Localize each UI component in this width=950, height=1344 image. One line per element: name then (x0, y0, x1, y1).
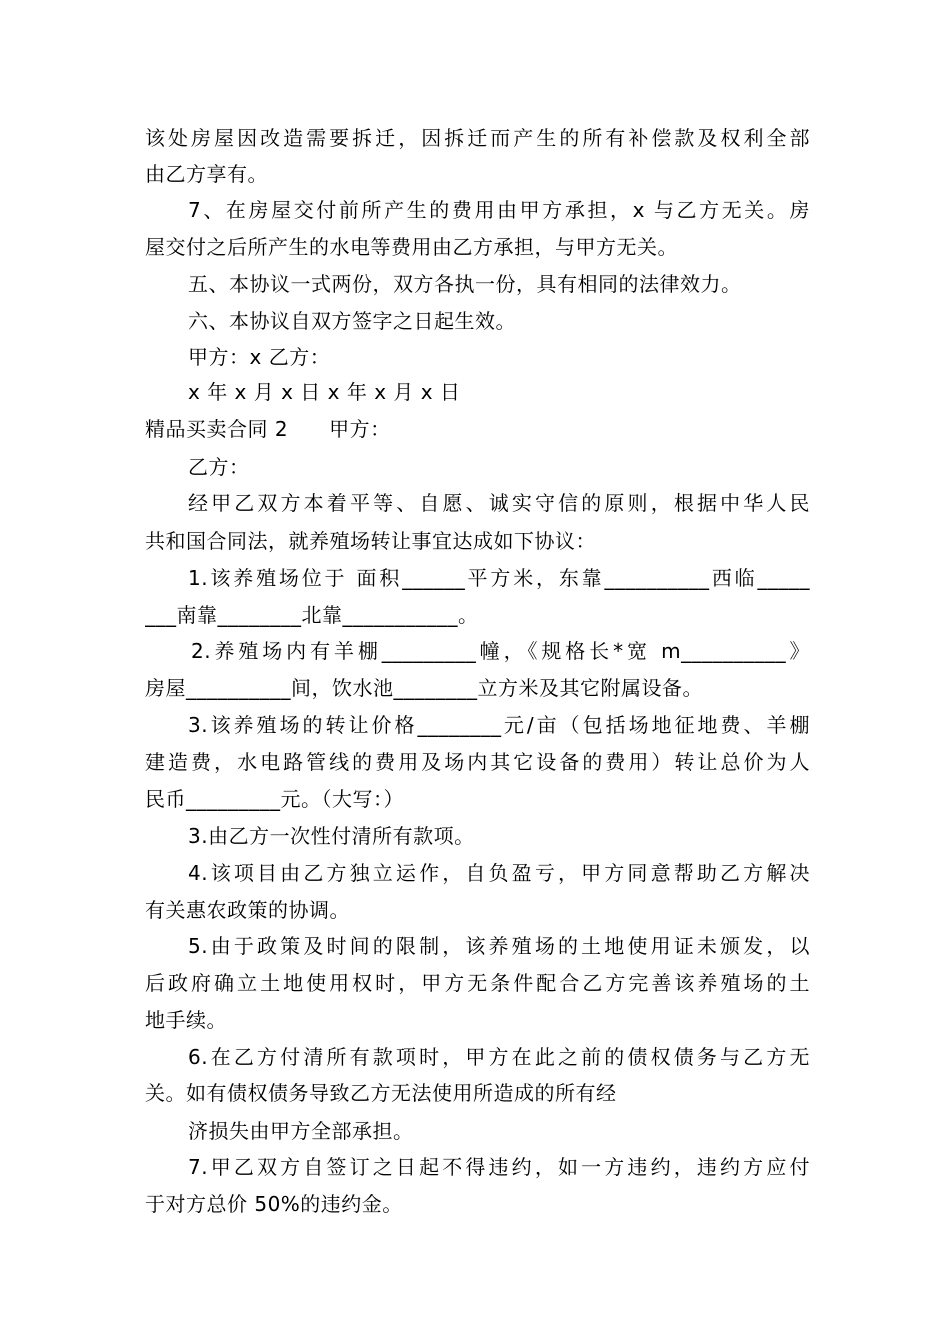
text-line: 经甲乙双方本着平等、自愿、诚实守信的原则，根据中华人民 (188, 491, 810, 515)
text-line: 甲方：x 乙方： (188, 345, 331, 369)
text-line: 由乙方享有。 (145, 162, 268, 186)
text-line: 建造费，水电路管线的费用及场内其它设备的费用）转让总价为人 (145, 750, 810, 774)
text-line: ___南靠________北靠___________。 (145, 603, 479, 627)
text-line: 后政府确立土地使用权时，甲方无条件配合乙方完善该养殖场的土 (145, 971, 810, 995)
text-line: 六、本协议自双方签字之日起生效。 (188, 309, 516, 333)
text-line: 济损失由甲方全部承担。 (188, 1119, 414, 1143)
text-line: 五、本协议一式两份，双方各执一份，具有相同的法律效力。 (188, 272, 742, 296)
text-line: 5.由于政策及时间的限制，该养殖场的土地使用证未颁发，以 (188, 934, 810, 958)
section-heading: 精品买卖合同 2 甲方： (145, 417, 391, 441)
text-line: 7.甲乙双方自签订之日起不得违约，如一方违约，违约方应付 (188, 1155, 810, 1179)
text-line: 有关惠农政策的协调。 (145, 898, 350, 922)
text-line: 关。如有债权债务导致乙方无法使用所造成的所有经 (145, 1081, 617, 1105)
text-line: 4.该项目由乙方独立运作，自负盈亏，甲方同意帮助乙方解决 (188, 861, 810, 885)
text-line: 3.由乙方一次性付清所有款项。 (188, 824, 475, 848)
text-line: 2.养殖场内有羊棚_________幢，《规格长*宽 m__________》 (191, 639, 810, 663)
text-line: 1.该养殖场位于 面积______平方米，东靠__________西临_____ (188, 566, 810, 590)
text-line: 民币_________元。（大写：） (145, 787, 404, 811)
text-line: 该处房屋因改造需要拆迁，因拆迁而产生的所有补偿款及权利全部 (145, 126, 810, 150)
text-line: 乙方： (188, 455, 250, 479)
text-line: 6.在乙方付清所有款项时，甲方在此之前的债权债务与乙方无 (188, 1045, 810, 1069)
text-line: 地手续。 (145, 1008, 227, 1032)
text-line: x 年 x 月 x 日 x 年 x 月 x 日 (188, 380, 461, 404)
text-line: 屋交付之后所产生的水电等费用由乙方承担，与甲方无关。 (145, 235, 678, 259)
text-line: 房屋__________间，饮水池________立方米及其它附属设备。 (145, 676, 703, 700)
text-line: 7、在房屋交付前所产生的费用由甲方承担，x 与乙方无关。房 (188, 198, 810, 222)
text-line: 于对方总价 50%的违约金。 (145, 1192, 403, 1216)
text-line: 共和国合同法，就养殖场转让事宜达成如下协议： (145, 529, 596, 553)
text-line: 3.该养殖场的转让价格________元/亩（包括场地征地费、羊棚 (188, 713, 810, 737)
